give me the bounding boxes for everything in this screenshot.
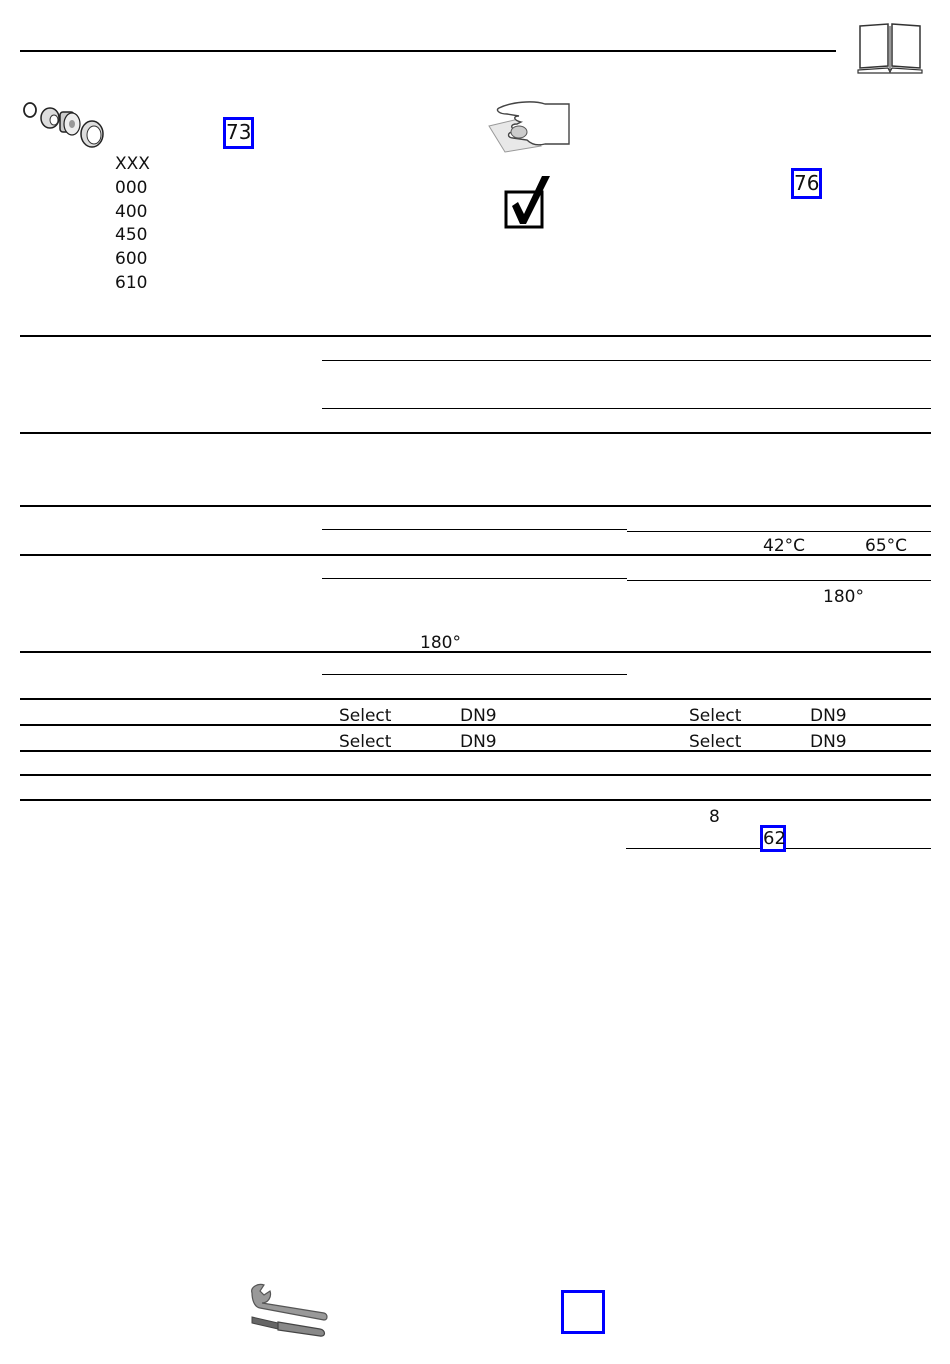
variant-code: 000 <box>115 177 148 198</box>
page-reference-73[interactable]: 73 <box>223 117 254 149</box>
page-reference-76[interactable]: 76 <box>791 168 822 199</box>
variant-code: 400 <box>115 201 148 222</box>
wrench-screwdriver-icon <box>248 1283 330 1339</box>
select-label: Select <box>339 732 392 752</box>
table-rule <box>322 408 931 409</box>
dn-size-value: DN9 <box>810 706 847 726</box>
count-value: 8 <box>709 807 720 827</box>
temperature-low-value: 42°C <box>763 536 806 556</box>
variant-code: 610 <box>115 272 148 293</box>
temperature-high-value: 65°C <box>865 536 908 556</box>
dn-size-value: DN9 <box>810 732 847 752</box>
variant-code: 450 <box>115 225 148 246</box>
hand-cleaning-icon <box>483 98 571 156</box>
table-rule <box>627 531 931 532</box>
dn-size-value: DN9 <box>460 732 497 752</box>
variant-code: XXX <box>115 154 150 174</box>
table-rule <box>20 505 931 507</box>
table-rule <box>20 799 931 801</box>
table-rule <box>322 674 627 675</box>
table-rule <box>20 651 931 653</box>
open-book-icon <box>856 20 924 76</box>
table-rule <box>322 529 627 530</box>
variant-code: 600 <box>115 249 148 270</box>
header-rule <box>20 50 836 52</box>
variant-code-list <box>115 153 150 296</box>
table-rule <box>20 432 931 434</box>
rotation-angle-value: 180° <box>823 587 864 607</box>
table-rule <box>322 578 627 579</box>
page-reference-62[interactable]: 62 <box>760 825 786 852</box>
checkbox-checked-icon <box>504 172 552 230</box>
table-rule <box>20 335 931 337</box>
table-rule <box>627 580 931 581</box>
cartridge-parts-icon <box>20 100 106 152</box>
table-rule <box>20 774 931 776</box>
page-number-box <box>561 1290 605 1334</box>
rotation-angle-value: 180° <box>420 633 461 653</box>
table-rule <box>322 360 931 361</box>
dn-size-value: DN9 <box>460 706 497 726</box>
select-label: Select <box>339 706 392 726</box>
select-label: Select <box>689 706 742 726</box>
select-label: Select <box>689 732 742 752</box>
table-rule <box>20 698 931 700</box>
